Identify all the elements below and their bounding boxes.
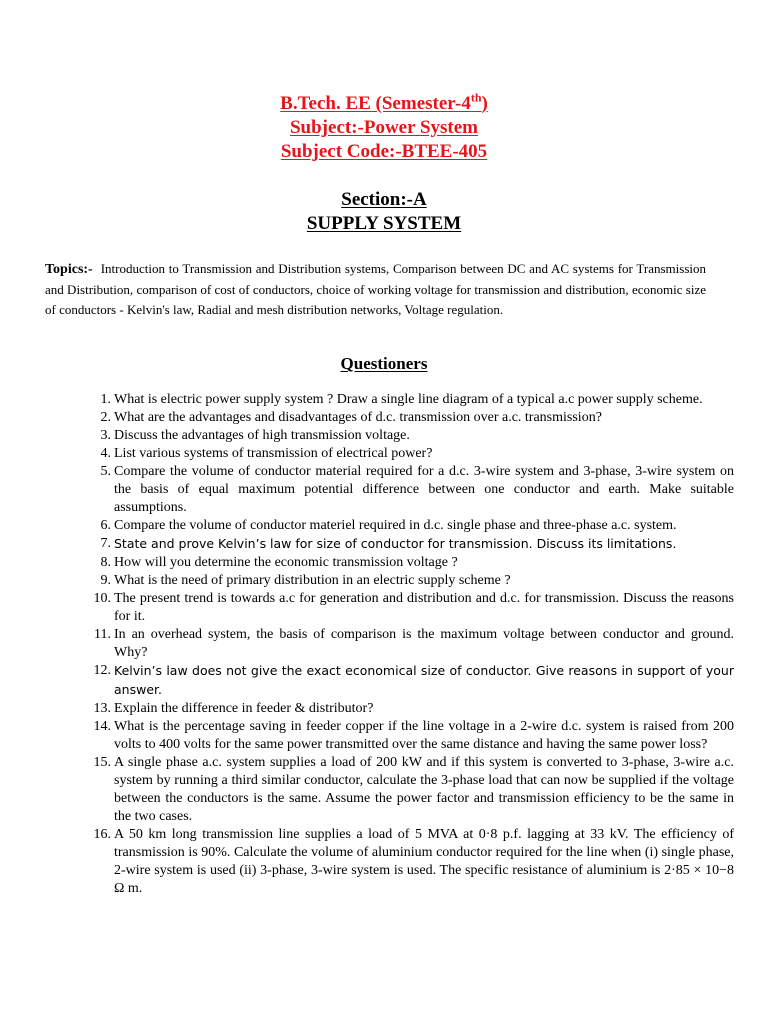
questions-heading: Questioners xyxy=(340,354,428,373)
question-item: 14. What is the percentage saving in feeder copper if the line voltage in a 2-wire d.c. system is raised from 200 volts to 400 volts for the same power transmitted over the same distance and having the same power loss? xyxy=(93,719,734,752)
question-item: 16. A 50 km long transmission line supplies a load of 5 MVA at 0·8 p.f. lagging at 33 kV. The efficiency of transmission is 90%. Calculate the volume of aluminium conductor required for the line when (i) single phase, 2-wire system is used (ii) 3-phase, 3-wire system is used. The specific resistance of aluminium is 2·85 × 10−8 Ω m. xyxy=(93,827,734,896)
question-item: 3. Discuss the advantages of high transmission voltage. xyxy=(100,428,410,443)
question-item: 15. A single phase a.c. system supplies a load of 200 kW and if this system is converted to 3-phase, 3-wire a.c. system by running a third similar conductor, calculate the 3-phase load that can now be supplied if the voltage between the conductors is the same. Assume the power factor and transmission efficiency to be the same in the two cases. xyxy=(93,755,734,824)
topics-paragraph xyxy=(45,259,706,320)
ordinal-superscript: th xyxy=(470,90,482,105)
document-header xyxy=(0,92,768,164)
question-item: 6. Compare the volume of conductor materiel required in d.c. single phase and three-phase a.c. system. xyxy=(100,518,677,533)
question-item: 10. The present trend is towards a.c for generation and distribution and d.c. for transmission. Discuss the reasons for it. xyxy=(93,591,734,624)
course-title: B.Tech. EE (Semester-4th) xyxy=(280,90,488,114)
question-item: 11. In an overhead system, the basis of comparison is the maximum voltage between conductor and ground. Why? xyxy=(94,627,734,660)
question-item: 4. List various systems of transmission of electrical power? xyxy=(100,446,433,461)
section-heading xyxy=(0,188,768,236)
section-title: SUPPLY SYSTEM xyxy=(306,213,462,234)
question-item: 5. Compare the volume of conductor material required for a d.c. 3-wire system and 3-phase, 3-wire system on the basis of equal maximum potential difference between one conductor and earth. Make suitable assumptions. xyxy=(100,464,734,515)
question-item: 8. How will you determine the economic transmission voltage ? xyxy=(100,555,458,570)
question-item: 1. What is electric power supply system ? Draw a single line diagram of a typical a.c power supply scheme. xyxy=(100,392,703,407)
subject-title: Subject:-Power System xyxy=(289,117,479,138)
topics-label: Topics:- xyxy=(45,262,93,277)
subject-code: Subject Code:-BTEE-405 xyxy=(280,141,488,162)
questions-list xyxy=(77,391,734,898)
section-label: Section:-A xyxy=(341,189,427,210)
question-item: 9. What is the need of primary distribution in an electric supply scheme ? xyxy=(100,573,511,588)
question-item: 12. Kelvin’s law does not give the exact economical size of conductor. Give reasons in support of your answer. xyxy=(93,663,734,697)
topics-text: Introduction to Transmission and Distribution systems, Comparison between DC and AC systems for Transmission and Distribution, comparison of cost of conductors, choice of working voltage for transmission and distribution, economic size of conductors - Kelvin's law, Radial and mesh distribution networks, Voltage regulation. xyxy=(45,261,706,317)
question-item: 7. State and prove Kelvin’s law for size of conductor for transmission. Discuss its limitations. xyxy=(100,536,677,551)
question-item: 13. Explain the difference in feeder & distributor? xyxy=(93,701,374,716)
question-item: 2. What are the advantages and disadvantages of d.c. transmission over a.c. transmission? xyxy=(100,410,602,425)
